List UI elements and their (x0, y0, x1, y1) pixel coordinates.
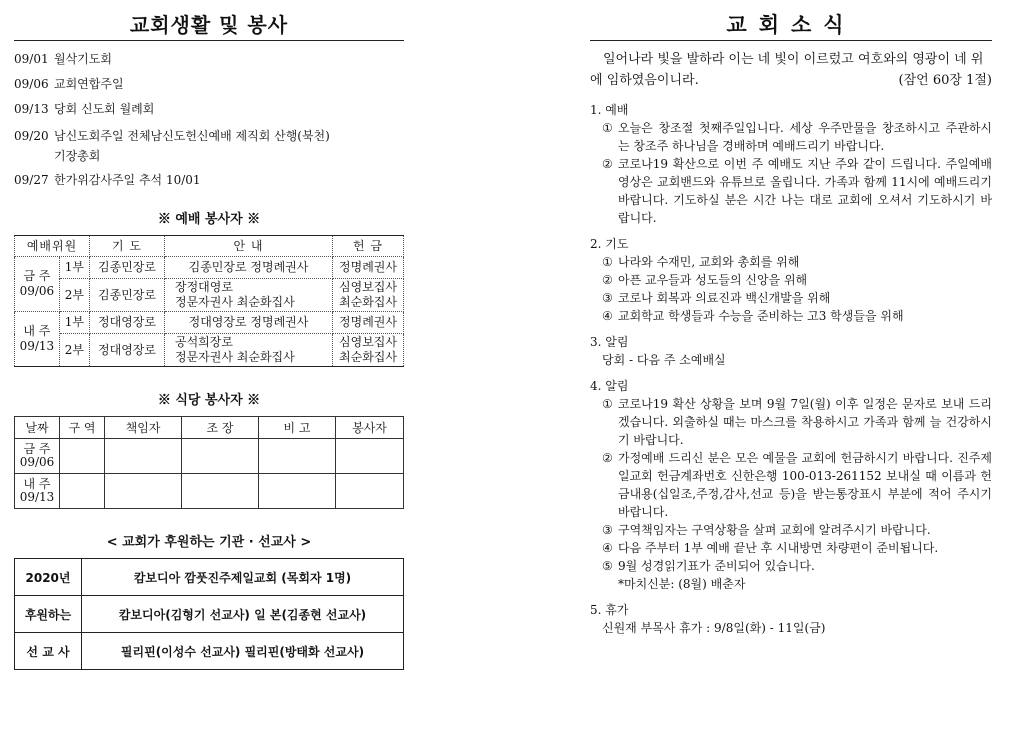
worship-prayer: 정대영장로 (90, 312, 165, 334)
worship-header-offering: 헌 금 (333, 236, 404, 257)
news-section-heading: 4. 알림 (590, 379, 629, 393)
kitchen-header-chief: 조 장 (182, 417, 259, 439)
right-page (590, 0, 992, 729)
schedule-text-line2: 기장총회 (54, 149, 101, 163)
news-item (602, 395, 992, 449)
kitchen-cell (182, 474, 259, 509)
news-list (590, 101, 992, 637)
worship-header-guide: 안 내 (165, 236, 333, 257)
news-item (602, 521, 992, 539)
news-section-body (590, 351, 992, 369)
worship-part: 1부 (59, 312, 89, 334)
left-page-title: 교회생활 및 봉사 (14, 0, 404, 41)
news-item-number: ③ (602, 291, 613, 305)
support-content: 캄보디아 깜풋진주제일교회 (목회자 1명) (82, 559, 404, 596)
week-label: 내 주 (23, 477, 51, 491)
kitchen-cell (336, 439, 404, 474)
guide-line2: 정문자권사 최순화집사 (175, 295, 295, 309)
kitchen-cell (336, 474, 404, 509)
news-item (602, 351, 992, 369)
kitchen-header-volunteer: 봉사자 (336, 417, 404, 439)
news-item-text: 교회학교 학생들과 수능을 준비하는 고3 학생들을 위해 (618, 309, 904, 323)
worship-guide: 정대영장로 정명례권사 (165, 312, 333, 334)
kitchen-section-title: ※ 식당 봉사자 ※ (157, 393, 261, 408)
worship-offering (333, 279, 404, 312)
news-item (602, 155, 992, 227)
support-label: 후원하는 (15, 596, 82, 633)
news-item-number: ② (602, 157, 613, 171)
scripture-intro (590, 49, 992, 91)
news-item (602, 253, 992, 271)
news-item-number: ⑤ (602, 559, 613, 573)
support-row (15, 633, 404, 670)
news-section-body (590, 395, 992, 593)
news-item-number: ① (602, 255, 613, 269)
news-item (602, 575, 992, 593)
news-item-text: 당회 - 다음 주 소예배실 (602, 353, 726, 367)
worship-prayer: 김종민장로 (90, 257, 165, 279)
news-section-body (590, 119, 992, 227)
schedule-item (14, 101, 404, 117)
news-item-number: ④ (602, 309, 613, 323)
worship-prayer: 정대영장로 (90, 334, 165, 367)
right-page-title: 교회소식 (590, 0, 992, 41)
worship-week-label (15, 312, 60, 367)
news-section (590, 333, 992, 369)
news-item (602, 619, 992, 637)
worship-part: 2부 (59, 334, 89, 367)
schedule-item (14, 51, 404, 67)
news-item-text: 신원재 부목사 휴가 : 9/8일(화) - 11일(금) (602, 621, 826, 635)
news-item-number: ② (602, 451, 613, 465)
news-item-text: 코로나 회복과 의료진과 백신개발을 위해 (618, 291, 831, 305)
news-item (602, 271, 992, 289)
news-item (602, 449, 992, 521)
worship-row (15, 334, 404, 367)
worship-offering (333, 334, 404, 367)
week-date: 09/13 (19, 339, 55, 353)
news-item-text: 오늘은 창조절 첫째주일입니다. 세상 우주만물을 창조하시고 주관하시는 창조주 하나님을 경배하며 예배드리기 바랍니다. (618, 121, 992, 153)
scripture-text: 일어나라 빛을 발하라 이는 네 빛이 이르렀고 여호와의 영광이 네 위에 임하였음이니라. (590, 52, 984, 88)
news-item-text: 나라와 수재민, 교회와 총회를 위해 (618, 255, 800, 269)
news-section-body (590, 253, 992, 325)
news-item-number: ③ (602, 523, 613, 537)
news-item-number: ① (602, 397, 613, 411)
worship-row (15, 312, 404, 334)
kitchen-cell (182, 439, 259, 474)
worship-part: 1부 (59, 257, 89, 279)
news-section (590, 377, 992, 593)
offering-line1: 심영보집사 (339, 280, 397, 294)
news-item (602, 557, 992, 575)
news-item-text: 다음 주부터 1부 예배 끝난 후 시내방면 차량편이 준비됩니다. (618, 541, 939, 555)
worship-prayer: 김종민장로 (90, 279, 165, 312)
week-label: 금 주 (23, 269, 51, 283)
support-row (15, 596, 404, 633)
news-item (602, 307, 992, 325)
kitchen-cell (105, 474, 182, 509)
news-section-heading: 2. 기도 (590, 237, 629, 251)
schedule-text: 한가위감사주일 추석 10/01 (54, 173, 201, 187)
offering-line1: 심영보집사 (339, 335, 397, 349)
schedule-date: 09/27 (14, 173, 49, 187)
news-item-number: ① (602, 121, 613, 135)
kitchen-header-row (15, 417, 404, 439)
kitchen-row (15, 474, 404, 509)
kitchen-cell (259, 439, 336, 474)
kitchen-cell (60, 474, 105, 509)
kitchen-header-leader: 책임자 (105, 417, 182, 439)
news-section (590, 101, 992, 227)
news-item-number: ④ (602, 541, 613, 555)
kitchen-row (15, 439, 404, 474)
worship-header-committee: 예배위원 (15, 236, 90, 257)
news-section-body (590, 619, 992, 637)
offering-line2: 최순화집사 (339, 350, 397, 364)
guide-line2: 정문자권사 최순화집사 (175, 350, 295, 364)
worship-offering: 정명례권사 (333, 312, 404, 334)
kitchen-cell (105, 439, 182, 474)
kitchen-cell (259, 474, 336, 509)
news-section-heading: 5. 휴가 (590, 603, 629, 617)
schedule-text-line1: 남신도회주일 전체남신도헌신예배 제직회 산행(북천) (54, 129, 330, 143)
week-label: 금 주 (23, 442, 51, 456)
schedule-item (14, 172, 404, 188)
support-label: 2020년 (15, 559, 82, 596)
schedule-date: 09/13 (14, 102, 49, 116)
worship-offering: 정명례권사 (333, 257, 404, 279)
news-item-text: 가정예배 드리신 분은 모은 예물을 교회에 헌금하시기 바랍니다. 진주제일교회 헌금계좌번호 신한은행 100-013-261152 보내실 때 이름과 헌금내용(십일조,주정,감사,선교 등)을 받는통장표시 부분에 적어 주시기 바랍니다. (618, 451, 992, 519)
scripture-reference: (잠언 60장 1절) (898, 73, 992, 88)
news-item-text: 코로나19 확산으로 이번 주 예배도 지난 주와 같이 드립니다. 주일예배영상은 교회밴드와 유튜브로 올립니다. 가족과 함께 11시에 예배드리기 바랍니다. 기도하실 분은 시간 나는 대로 교회에 오셔서 기도하시기 바랍니다. (618, 157, 992, 225)
worship-week-label (15, 257, 60, 312)
news-item-indent (602, 575, 618, 593)
news-item-text: 9월 성경읽기표가 준비되어 있습니다. (618, 559, 815, 573)
worship-guide (165, 334, 333, 367)
kitchen-header-date: 날짜 (15, 417, 60, 439)
schedule-item (14, 76, 404, 92)
kitchen-header-district: 구 역 (60, 417, 105, 439)
support-content: 캄보디아(김형기 선교사) 일 본(김종현 선교사) (82, 596, 404, 633)
week-date: 09/06 (19, 455, 55, 469)
kitchen-cell (60, 439, 105, 474)
news-item (602, 119, 992, 155)
schedule-text: 당회 신도회 월례회 (54, 102, 155, 116)
worship-row (15, 257, 404, 279)
kitchen-week-label (15, 474, 60, 509)
news-section (590, 601, 992, 637)
news-item (602, 289, 992, 307)
schedule-item (14, 126, 404, 166)
schedule-text: 월삭기도회 (54, 52, 112, 66)
guide-line1: 공석희장로 (175, 335, 233, 349)
schedule-text: 교회연합주일 (54, 77, 124, 91)
news-item-text: 아픈 교우들과 성도들의 신앙을 위해 (618, 273, 808, 287)
news-item-number: ② (602, 273, 613, 287)
worship-guide (165, 279, 333, 312)
news-item-text: *마치신분: (8월) 배춘자 (618, 577, 746, 591)
kitchen-table (14, 416, 404, 509)
worship-header-row (15, 236, 404, 257)
week-date: 09/13 (19, 490, 55, 504)
schedule-text (54, 126, 404, 166)
schedule-date: 09/20 (14, 129, 49, 143)
kitchen-week-label (15, 439, 60, 474)
worship-row (15, 279, 404, 312)
worship-header-prayer: 기 도 (90, 236, 165, 257)
news-item-text: 코로나19 확산 상황을 보며 9월 7일(월) 이후 일정은 문자로 보내 드리겠습니다. 외출하실 때는 마스크를 착용하시고 가족과 함께 늘 건강하시기 바랍니다. (618, 397, 992, 447)
support-label: 선 교 사 (15, 633, 82, 670)
news-item (602, 539, 992, 557)
worship-guide: 김종민장로 정명례권사 (165, 257, 333, 279)
support-table (14, 558, 404, 670)
week-label: 내 주 (23, 324, 51, 338)
left-page (14, 0, 404, 729)
support-row (15, 559, 404, 596)
worship-table (14, 235, 404, 367)
offering-line2: 최순화집사 (339, 295, 397, 309)
schedule-list (14, 51, 404, 188)
news-section-heading: 3. 알림 (590, 335, 629, 349)
worship-part: 2부 (59, 279, 89, 312)
schedule-date: 09/06 (14, 77, 49, 91)
worship-section-title: ※ 예배 봉사자 ※ (157, 212, 261, 227)
support-content: 필리핀(이성수 선교사) 필리핀(방태화 선교사) (82, 633, 404, 670)
news-section-heading: 1. 예배 (590, 103, 629, 117)
news-item-text: 구역책임자는 구역상황을 살펴 교회에 알려주시기 바랍니다. (618, 523, 931, 537)
week-date: 09/06 (19, 284, 55, 298)
guide-line1: 장정대영로 (175, 280, 233, 294)
support-section-title: < 교회가 후원하는 기관 · 선교사 > (106, 535, 312, 550)
schedule-date: 09/01 (14, 52, 49, 66)
news-section (590, 235, 992, 325)
kitchen-header-note: 비 고 (259, 417, 336, 439)
